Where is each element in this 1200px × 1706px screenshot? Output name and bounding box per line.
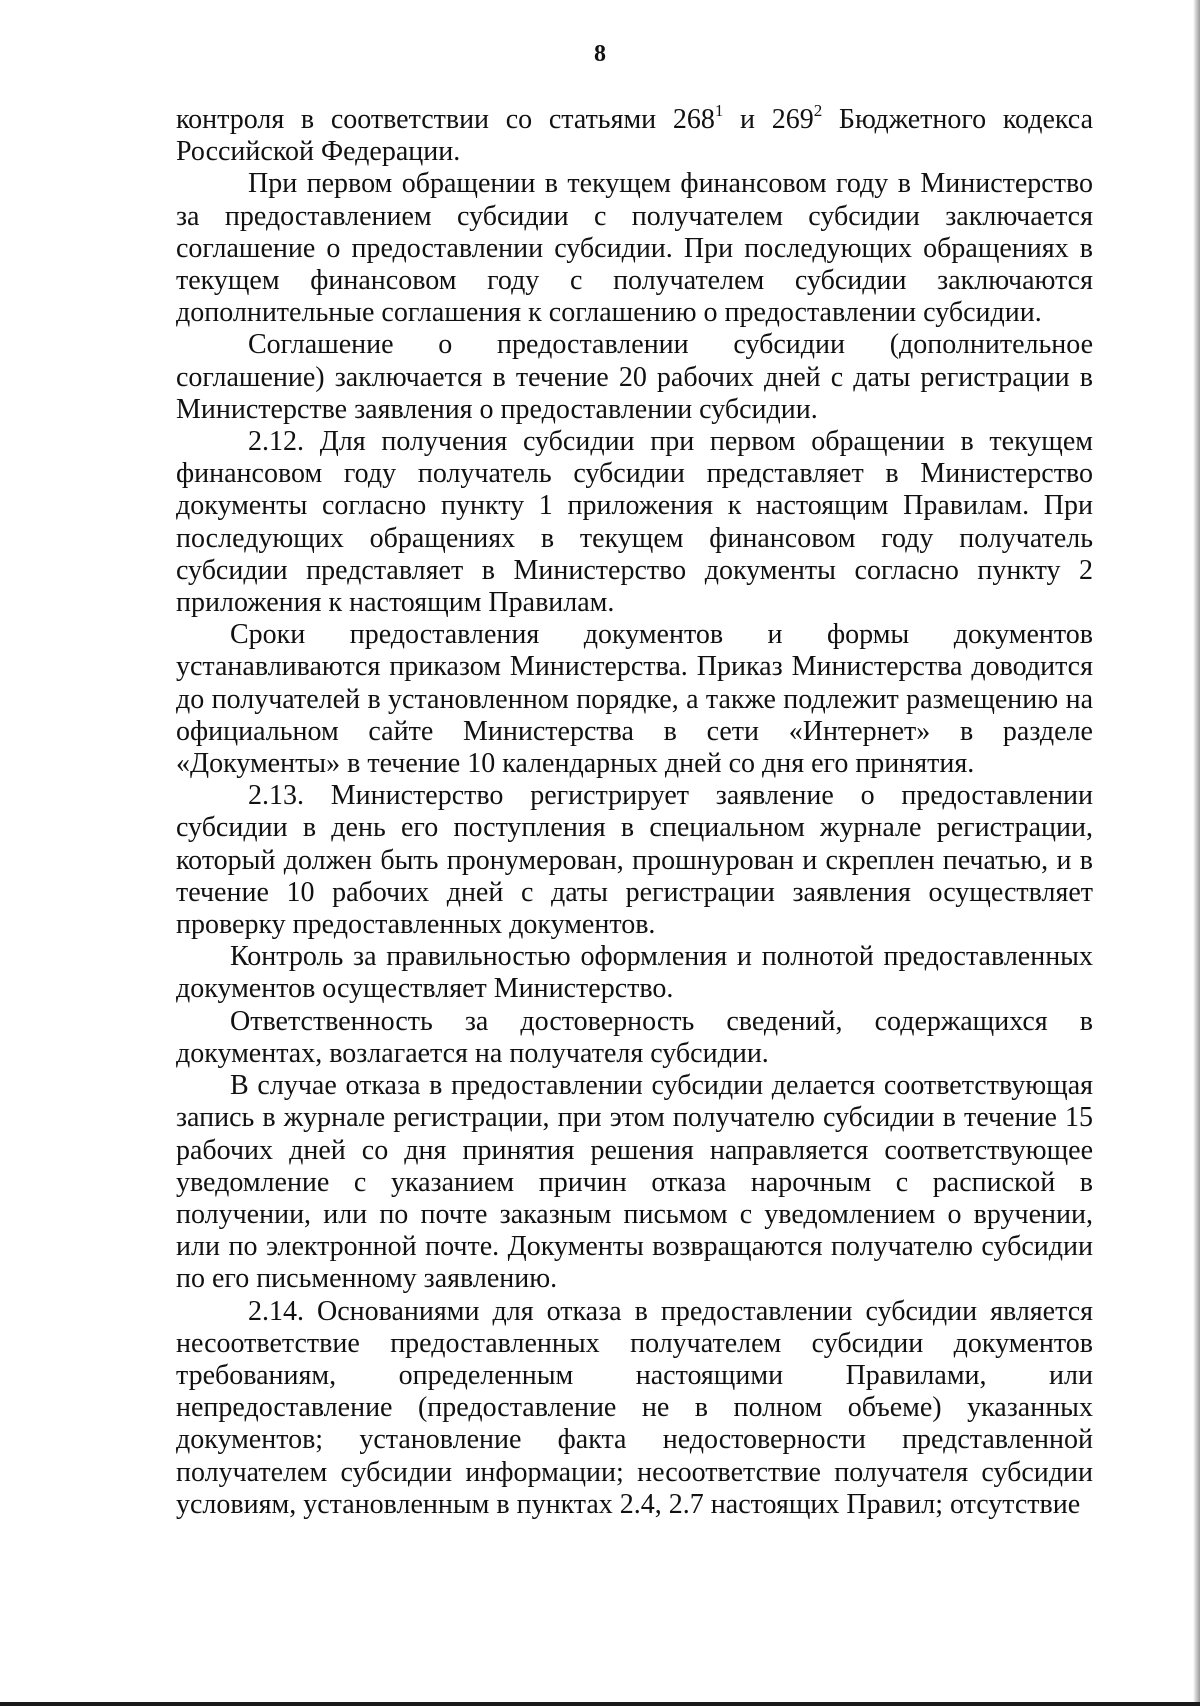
paragraph-text: При первом обращении в текущем финансовом году в Министерство за предоставлением субсидии с получателем субсидии заключается соглашение о предоставлении субсидии. При последующих обращениях в текущем финансовом году с получателем субсидии заключаются дополнительные соглашения к соглашению о предоставлении субсидии. <box>176 168 1093 329</box>
paragraph-p9 <box>176 1070 1093 1295</box>
scan-right-edge <box>1193 0 1200 1706</box>
paragraph-text: В случае отказа в предоставлении субсидии делается соответствующая запись в журнале регистрации, при этом получателю субсидии в течение 15 рабочих дней со дня принятия решения направляется соответствующее уведомление с указанием причин отказа нарочным с распиской в получении, или по почте заказным письмом с уведомлением о вручении, или по электронной почте. Документы возвращаются получателю субсидии по его письменному заявлению. <box>176 1070 1093 1295</box>
paragraph-p4 <box>176 426 1093 619</box>
paragraph-p5 <box>176 619 1093 780</box>
paragraph-text: 2.12. Для получения субсидии при первом обращении в текущем финансовом году получатель субсидии представляет в Министерство документы согласно пункту 1 приложения к настоящим Правилам. При последующих обращениях в текущем финансовом году получатель субсидии представляет в Министерство документы согласно пункту 2 приложения к настоящим Правилам. <box>176 426 1093 619</box>
paragraph-p1 <box>176 100 1094 168</box>
paragraph-p6 <box>176 780 1093 941</box>
paragraph-p2 <box>176 168 1093 329</box>
paragraph-text: Контроль за правильностью оформления и полнотой предоставленных документов осуществляет Министерство. <box>176 941 1093 1005</box>
paragraph-text: Бюджетного кодекса Российской Федерации. <box>176 104 1094 168</box>
paragraph-p8 <box>176 1006 1093 1070</box>
paragraph-p10 <box>176 1296 1093 1521</box>
paragraph-text: контроля в соответствии со статьями 268 <box>176 104 715 135</box>
document-body <box>176 100 1094 1521</box>
paragraph-p7 <box>176 941 1093 1005</box>
paragraph-text: Ответственность за достоверность сведений, содержащихся в документах, возлагается на получателя субсидии. <box>176 1005 1093 1069</box>
superscript: 1 <box>714 100 724 120</box>
paragraph-text: и 269 <box>723 104 814 135</box>
paragraph-text: 2.14. Основаниями для отказа в предоставлении субсидии является несоответствие предоставленных получателем субсидии документов требованиям, определенным настоящими Правилами, или непредоставление (предоставление не в полном объеме) указанных документов; установление факта недостоверности представленной получателем субсидии информации; несоответствие получателя субсидии условиям, установленным в пунктах 2.4, 2.7 настоящих Правил; отсутствие <box>176 1295 1093 1520</box>
paragraph-text: 2.13. Министерство регистрирует заявление о предоставлении субсидии в день его поступления в специальном журнале регистрации, который должен быть пронумерован, прошнурован и скреплен печатью, и в течение 10 рабочих дней с даты регистрации заявления осуществляет проверку предоставленных документов. <box>176 780 1093 941</box>
paragraph-text: Сроки предоставления документов и формы документов устанавливаются приказом Министерства. Приказ Министерства доводится до получателей в установленном порядке, а также подлежит размещению на официальном сайте Министерства в сети «Интернет» в разделе «Документы» в течение 10 календарных дней со дня его принятия. <box>176 619 1093 780</box>
paragraph-text: Соглашение о предоставлении субсидии (дополнительное соглашение) заключается в течение 20 рабочих дней с даты регистрации в Министерстве заявления о предоставлении субсидии. <box>176 329 1093 425</box>
page-number: 8 <box>594 41 606 67</box>
scan-bottom-edge <box>0 1702 1200 1706</box>
paragraph-p3 <box>176 329 1093 426</box>
superscript: 2 <box>813 100 823 120</box>
